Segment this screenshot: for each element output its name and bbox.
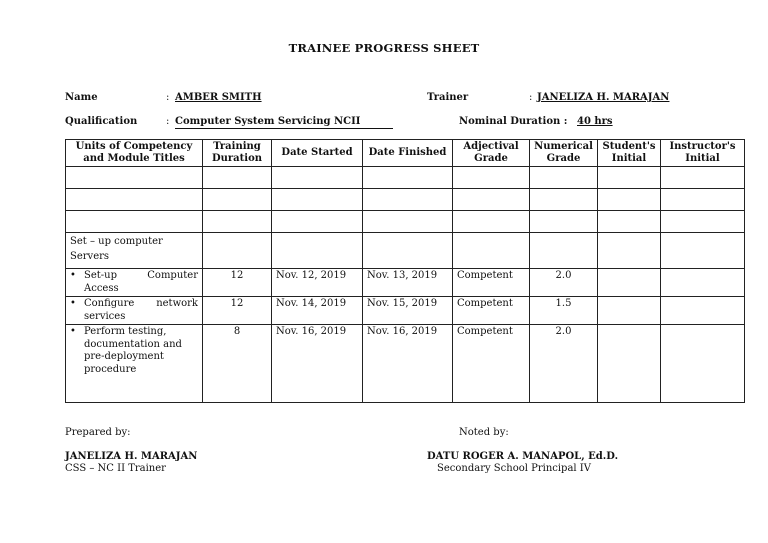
trainer-value: JANELIZA H. MARAJAN	[537, 92, 670, 103]
date-started-cell: Nov. 16, 2019	[272, 325, 363, 403]
student-initial-cell	[598, 269, 661, 297]
table-row-section	[66, 233, 745, 269]
noted-by-role: Secondary School Principal IV	[437, 463, 591, 474]
table-row-empty	[66, 211, 745, 233]
table-row	[66, 269, 745, 297]
date-finished-cell: Nov. 13, 2019	[363, 269, 453, 297]
header-date-started: Date Started	[272, 140, 363, 167]
duration-value: 40 hrs	[577, 116, 613, 127]
module-title: Perform testing, documentation and pre-deployment procedure	[84, 326, 182, 375]
module-cell	[66, 325, 203, 403]
qualification-colon: :	[166, 116, 170, 127]
module-title: Set-up Computer Access	[84, 270, 198, 294]
numerical-grade-cell: 1.5	[530, 297, 598, 325]
trainer-colon: :	[529, 92, 533, 103]
table-row	[66, 325, 745, 403]
duration-cell: 12	[203, 297, 272, 325]
module-cell	[66, 297, 203, 325]
adjectival-grade-cell: Competent	[453, 297, 530, 325]
name-value: AMBER SMITH	[175, 92, 262, 103]
module-cell	[66, 269, 203, 297]
prepared-by-role: CSS – NC II Trainer	[65, 463, 166, 474]
qualification-value: Computer System Servicing NCII	[175, 116, 393, 129]
bullet-icon: •	[70, 270, 76, 281]
header-date-finished: Date Finished	[363, 140, 453, 167]
instructor-initial-cell	[661, 269, 745, 297]
date-started-cell: Nov. 14, 2019	[272, 297, 363, 325]
adjectival-grade-cell: Competent	[453, 269, 530, 297]
duration-cell: 12	[203, 269, 272, 297]
prepared-by-label: Prepared by:	[65, 427, 131, 438]
table-row-empty	[66, 189, 745, 211]
header-instructor-initial: Instructor's Initial	[661, 140, 745, 167]
header-training-duration: Training Duration	[203, 140, 272, 167]
header-numerical-grade: Numerical Grade	[530, 140, 598, 167]
bullet-icon: •	[70, 298, 76, 309]
section-title: Set – up computer Servers	[66, 233, 203, 269]
table-row	[66, 297, 745, 325]
numerical-grade-cell: 2.0	[530, 325, 598, 403]
table-row-empty	[66, 167, 745, 189]
noted-by-label: Noted by:	[459, 427, 509, 438]
date-finished-cell: Nov. 15, 2019	[363, 297, 453, 325]
prepared-by-name: JANELIZA H. MARAJAN	[65, 451, 198, 462]
adjectival-grade-cell: Competent	[453, 325, 530, 403]
trainer-label: Trainer	[427, 92, 469, 103]
name-colon: :	[166, 92, 170, 103]
numerical-grade-cell: 2.0	[530, 269, 598, 297]
duration-label: Nominal Duration :	[459, 116, 568, 127]
bullet-icon: •	[70, 326, 76, 337]
date-finished-cell: Nov. 16, 2019	[363, 325, 453, 403]
progress-table	[65, 139, 745, 403]
page-title: TRAINEE PROGRESS SHEET	[288, 41, 480, 55]
noted-by-name: DATU ROGER A. MANAPOL, Ed.D.	[427, 451, 619, 462]
header-units: Units of Competency and Module Titles	[66, 140, 203, 167]
instructor-initial-cell	[661, 325, 745, 403]
student-initial-cell	[598, 297, 661, 325]
header-student-initial: Student's Initial	[598, 140, 661, 167]
name-label: Name	[65, 92, 98, 103]
date-started-cell: Nov. 12, 2019	[272, 269, 363, 297]
student-initial-cell	[598, 325, 661, 403]
duration-cell: 8	[203, 325, 272, 403]
table-header-row	[66, 140, 745, 167]
module-title: Configure network services	[84, 298, 198, 322]
header-adjectival-grade: Adjectival Grade	[453, 140, 530, 167]
qualification-label: Qualification	[65, 116, 138, 127]
instructor-initial-cell	[661, 297, 745, 325]
